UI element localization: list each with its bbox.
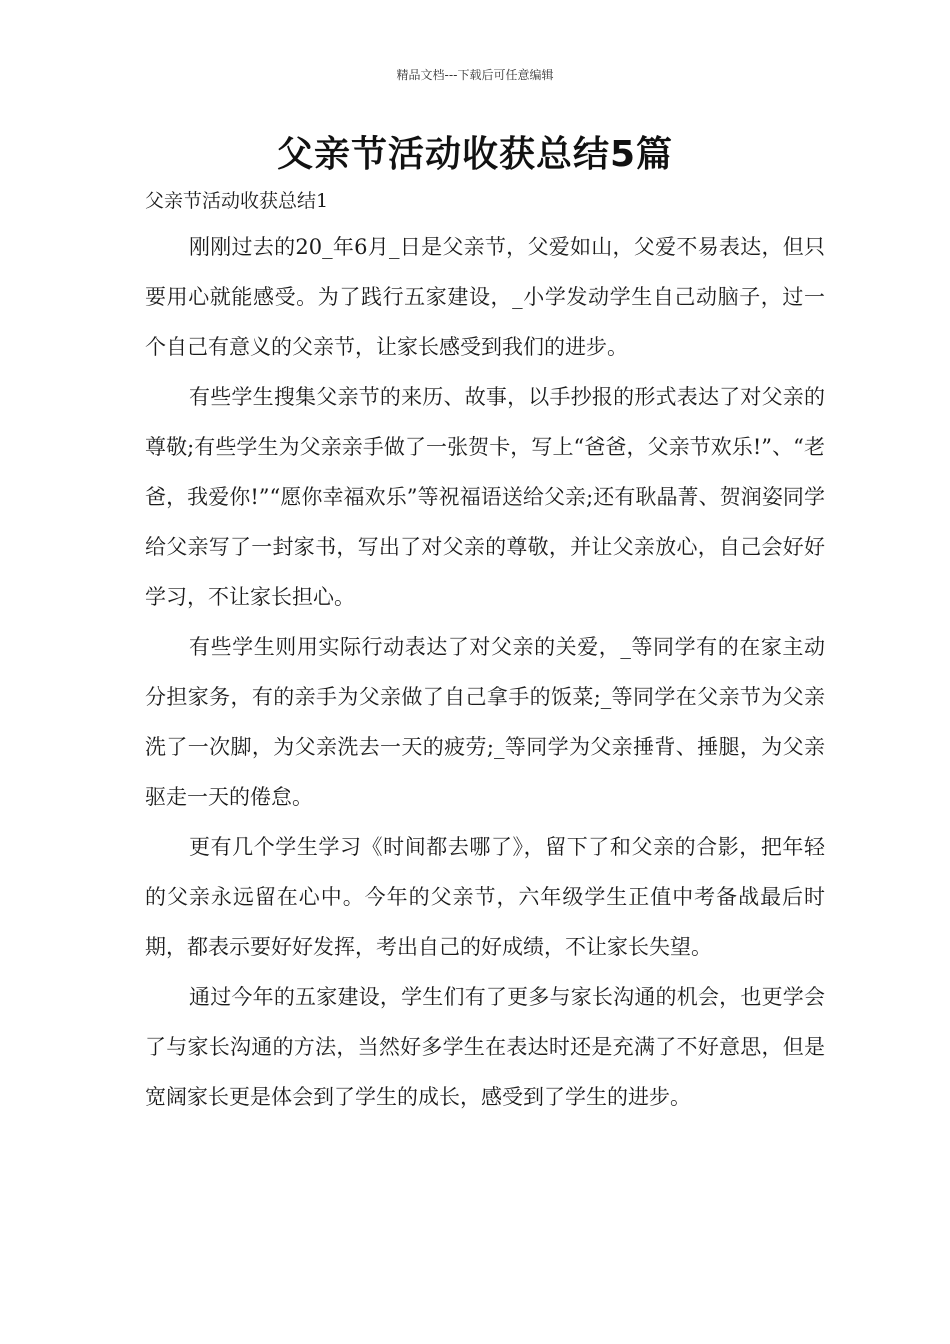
document-body [145,222,825,1122]
section-heading: 父亲节活动收获总结1 [145,190,329,212]
header-note: 精品文档---下载后可任意编辑 [396,68,554,82]
paragraph-5: 通过今年的五家建设，学生们有了更多与家长沟通的机会，也更学会了与家长沟通的方法，当然好多学生在表达时还是充满了不好意思，但是宽阔家长更是体会到了学生的成长，感受到了学生的进步。 [145,985,825,1109]
paragraph-1: 刚刚过去的20_年6月_日是父亲节，父爱如山，父爱不易表达，但只要用心就能感受。为了践行五家建设，_小学发动学生自己动脑子，过一个自己有意义的父亲节，让家长感受到我们的进步。 [145,235,825,359]
document-title: 父亲节活动收获总结5篇 [276,134,674,175]
paragraph-4: 更有几个学生学习《时间都去哪了》，留下了和父亲的合影，把年轻的父亲永远留在心中。今年的父亲节，六年级学生正值中考备战最后时期，都表示要好好发挥，考出自己的好成绩，不让家长失望。 [145,835,825,959]
paragraph-2: 有些学生搜集父亲节的来历、故事，以手抄报的形式表达了对父亲的尊敬;有些学生为父亲亲手做了一张贺卡，写上“爸爸，父亲节欢乐!”、“老爸，我爱你!”“愿你幸福欢乐”等祝福语送给父亲;还有耿晶菁、贺润姿同学给父亲写了一封家书，写出了对父亲的尊敬，并让父亲放心，自己会好好学习，不让家长担心。 [145,385,825,609]
paragraph-3: 有些学生则用实际行动表达了对父亲的关爱，_等同学有的在家主动分担家务，有的亲手为父亲做了自己拿手的饭菜;_等同学在父亲节为父亲洗了一次脚，为父亲洗去一天的疲劳;_等同学为父亲捶背、捶腿，为父亲驱走一天的倦怠。 [145,635,825,809]
